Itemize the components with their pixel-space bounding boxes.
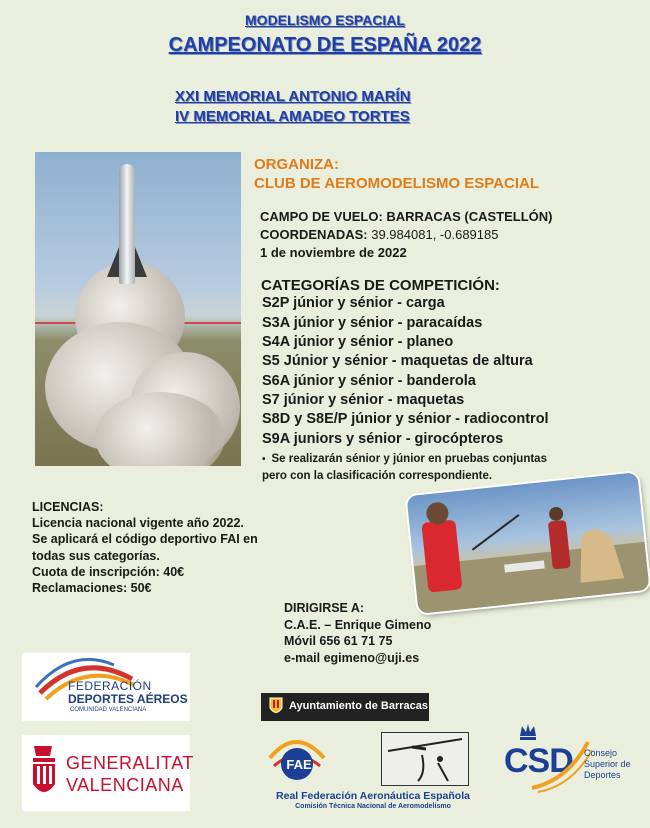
generalitat-line-2: VALENCIANA bbox=[66, 775, 184, 795]
event-date: 1 de noviembre de 2022 bbox=[260, 245, 407, 260]
registration-fee: Cuota de inscripción: 40€ bbox=[32, 564, 185, 579]
generalitat-crest-icon bbox=[30, 744, 60, 802]
category-item: S9A juniors y sénior - girocópteros bbox=[262, 431, 504, 447]
licenses-block bbox=[32, 499, 258, 596]
csd-mark: CSD bbox=[504, 742, 573, 780]
coordinates bbox=[260, 227, 498, 242]
glider-drawing-icon bbox=[382, 733, 468, 785]
claims-fee: Reclamaciones: 50€ bbox=[32, 581, 152, 596]
licenses-line: Licencia nacional vigente año 2022. bbox=[32, 516, 244, 531]
federacion-line-3: COMUNIDAD VALENCIANA bbox=[70, 707, 147, 713]
bullet: • bbox=[262, 454, 266, 465]
csd-line-2: Superior de bbox=[584, 759, 631, 769]
federacion-line-1: FEDERACIÓN bbox=[68, 679, 152, 693]
categories-title: CATEGORÍAS DE COMPETICIÓN: bbox=[261, 277, 500, 294]
categories-note-text: Se realizarán sénior y júnior en pruebas conjuntas pero con la clasificación correspondiente. bbox=[262, 453, 547, 482]
licenses-line: Se aplicará el código deportivo FAI en bbox=[32, 532, 258, 547]
fae-line-2: Comisión Técnica Nacional de Aeromodelismo bbox=[295, 803, 451, 810]
csd-logo bbox=[498, 720, 638, 794]
rocket-launch-photo bbox=[35, 152, 241, 466]
organizer-label: ORGANIZA: bbox=[254, 156, 339, 173]
fae-line-1: Real Federación Aeronáutica Española bbox=[276, 790, 470, 802]
glider-photo bbox=[406, 472, 649, 614]
fae-mark: FAE bbox=[286, 757, 312, 772]
category-item: S8D y S8E/P júnior y sénior - radiocontrol bbox=[262, 411, 549, 427]
federacion-deportes-aereos-logo bbox=[22, 653, 190, 721]
contact-title: DIRIGIRSE A: bbox=[284, 601, 365, 615]
barracas-label: Ayuntamiento de Barracas bbox=[289, 700, 428, 712]
category-item: S2P júnior y sénior - carga bbox=[262, 295, 445, 311]
coordinates-label: COORDENADAS: bbox=[260, 227, 368, 242]
memorial-line-1: XXI MEMORIAL ANTONIO MARÍN bbox=[175, 88, 411, 105]
licenses-title: LICENCIAS: bbox=[32, 500, 104, 514]
category-item: S6A júnior y sénior - banderola bbox=[262, 373, 476, 389]
contact-email: e-mail egimeno@uji.es bbox=[284, 650, 420, 665]
organizer-club: CLUB DE AEROMODELISMO ESPACIAL bbox=[254, 175, 540, 192]
photo-rocket bbox=[119, 164, 135, 284]
licenses-line: todas sus categorías. bbox=[32, 548, 160, 563]
category-item: S3A júnior y sénior - paracaídas bbox=[262, 315, 483, 331]
header-subtitle: MODELISMO ESPACIAL bbox=[245, 12, 405, 28]
category-item: S5 Júnior y sénior - maquetas de altura bbox=[262, 353, 533, 369]
csd-text bbox=[584, 748, 631, 781]
memorial-line-2: IV MEMORIAL AMADEO TORTES bbox=[175, 108, 410, 125]
contact-name: C.A.E. – Enrique Gimeno bbox=[284, 617, 432, 632]
category-item: S4A júnior y sénior - planeo bbox=[262, 334, 454, 350]
coordinates-value: 39.984081, -0.689185 bbox=[367, 227, 499, 242]
page-title: CAMPEONATO DE ESPAÑA 2022 bbox=[168, 34, 482, 56]
csd-line-3: Deportes bbox=[584, 770, 621, 780]
ayuntamiento-barracas-logo bbox=[261, 693, 429, 721]
category-item: S7 júnior y sénior - maquetas bbox=[262, 392, 465, 408]
generalitat-valenciana-logo bbox=[22, 735, 194, 811]
contact-phone: Móvil 656 61 71 75 bbox=[284, 634, 393, 648]
contact-block bbox=[284, 600, 431, 666]
categories-note bbox=[262, 451, 552, 484]
aeromodelismo-glider-logo bbox=[381, 732, 469, 786]
photo-rocket-fin bbox=[107, 247, 119, 277]
generalitat-line-1: GENERALITAT bbox=[66, 753, 194, 773]
federacion-line-2: DEPORTES AÉREOS bbox=[68, 692, 188, 706]
barracas-shield-icon bbox=[269, 697, 283, 717]
glider-photo-scene bbox=[406, 472, 649, 614]
flight-field: CAMPO DE VUELO: BARRACAS (CASTELLÓN) bbox=[260, 209, 553, 224]
photo-rocket-fin bbox=[135, 247, 147, 277]
csd-line-1: Consejo bbox=[584, 748, 618, 758]
